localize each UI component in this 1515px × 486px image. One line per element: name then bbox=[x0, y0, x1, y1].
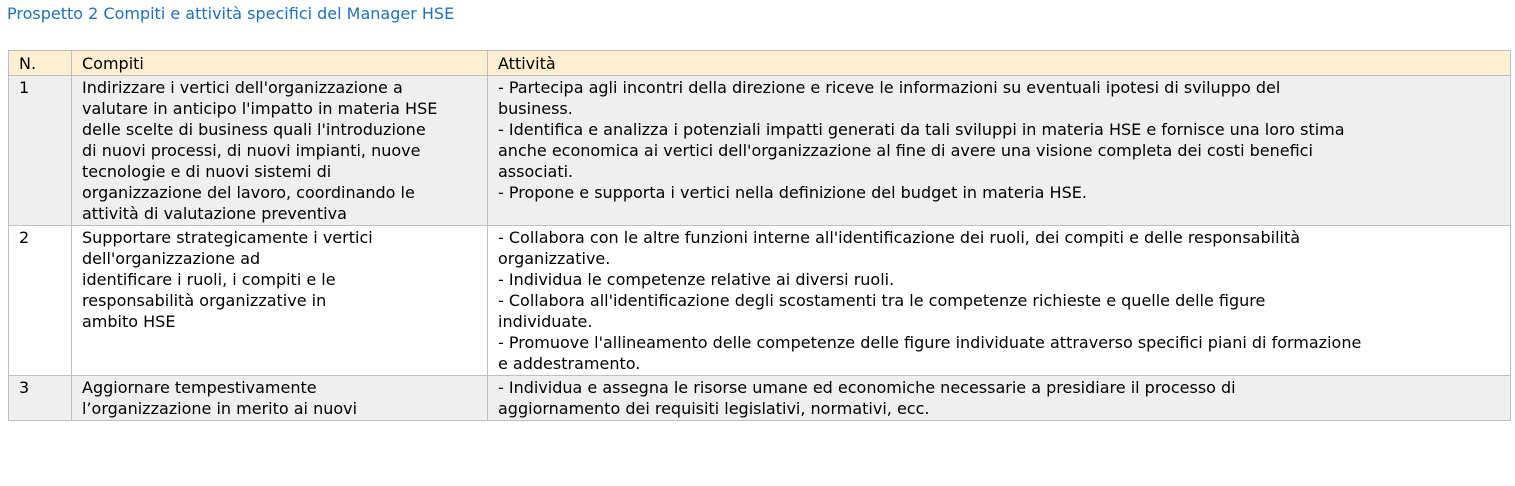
attivita-line: individuate. bbox=[498, 312, 593, 331]
compiti-line: Aggiornare tempestivamente bbox=[82, 378, 317, 397]
row-attivita bbox=[488, 76, 1511, 226]
compiti-line: delle scelte di business quali l'introduzione bbox=[82, 120, 426, 139]
header-attivita: Attività bbox=[488, 51, 1511, 76]
compiti-line: attività di valutazione preventiva bbox=[82, 204, 347, 223]
attivita-line: - Collabora con le altre funzioni interne all'identificazione dei ruoli, dei compiti e delle responsabilità bbox=[498, 228, 1301, 247]
row-attivita bbox=[488, 226, 1511, 376]
header-number: N. bbox=[9, 51, 72, 76]
attivita-line: associati. bbox=[498, 162, 574, 181]
row-number: 1 bbox=[9, 76, 72, 226]
table-row bbox=[9, 376, 1511, 421]
compiti-line: Indirizzare i vertici dell'organizzazione a bbox=[82, 78, 403, 97]
attivita-line: business. bbox=[498, 99, 573, 118]
compiti-line: Supportare strategicamente i vertici bbox=[82, 228, 373, 247]
row-compiti bbox=[72, 376, 488, 421]
compiti-line: identificare i ruoli, i compiti e le bbox=[82, 270, 336, 289]
compiti-line: valutare in anticipo l'impatto in materia HSE bbox=[82, 99, 438, 118]
compiti-line: l’organizzazione in merito ai nuovi bbox=[82, 399, 358, 418]
attivita-line: aggiornamento dei requisiti legislativi, normativi, ecc. bbox=[498, 399, 930, 418]
attivita-line: - Partecipa agli incontri della direzione e riceve le informazioni su eventuali ipotesi di sviluppo del bbox=[498, 78, 1281, 97]
row-number: 2 bbox=[9, 226, 72, 376]
attivita-line: e addestramento. bbox=[498, 354, 641, 373]
attivita-line: organizzative. bbox=[498, 249, 611, 268]
attivita-line: - Collabora all'identificazione degli scostamenti tra le competenze richieste e quelle delle figure bbox=[498, 291, 1266, 310]
compiti-line: ambito HSE bbox=[82, 312, 176, 331]
attivita-line: - Propone e supporta i vertici nella definizione del budget in materia HSE. bbox=[498, 183, 1087, 202]
row-attivita bbox=[488, 376, 1511, 421]
attivita-line: - Individua e assegna le risorse umane ed economiche necessarie a presidiare il processo di bbox=[498, 378, 1236, 397]
compiti-line: di nuovi processi, di nuovi impianti, nuove bbox=[82, 141, 421, 160]
table-row bbox=[9, 76, 1511, 226]
hse-tasks-table bbox=[8, 50, 1511, 421]
row-number: 3 bbox=[9, 376, 72, 421]
compiti-line: tecnologie e di nuovi sistemi di bbox=[82, 162, 332, 181]
attivita-line: - Identifica e analizza i potenziali impatti generati da tali sviluppi in materia HSE e fornisce una loro stima bbox=[498, 120, 1345, 139]
compiti-line: responsabilità organizzative in bbox=[82, 291, 327, 310]
attivita-line: - Individua le competenze relative ai diversi ruoli. bbox=[498, 270, 895, 289]
row-compiti bbox=[72, 76, 488, 226]
header-compiti: Compiti bbox=[72, 51, 488, 76]
table-header-row bbox=[9, 51, 1511, 76]
table-caption: Prospetto 2 Compiti e attività specifici del Manager HSE bbox=[7, 4, 455, 23]
attivita-line: - Promuove l'allineamento delle competenze delle figure individuate attraverso specifici piani di formazione bbox=[498, 333, 1362, 352]
attivita-line: anche economica ai vertici dell'organizzazione al fine di avere una visione completa dei costi benefici bbox=[498, 141, 1313, 160]
compiti-line: dell'organizzazione ad bbox=[82, 249, 261, 268]
compiti-line: organizzazione del lavoro, coordinando le bbox=[82, 183, 415, 202]
row-compiti bbox=[72, 226, 488, 376]
table-row bbox=[9, 226, 1511, 376]
